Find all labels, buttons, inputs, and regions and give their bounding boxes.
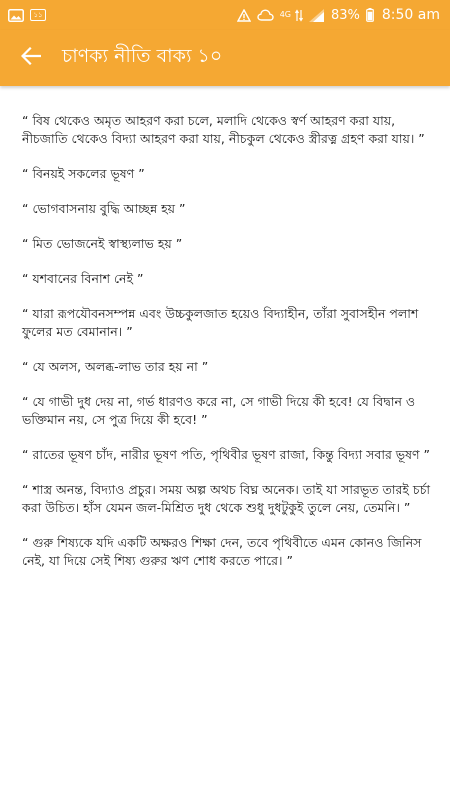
battery-icon bbox=[366, 8, 374, 22]
quote-list bbox=[22, 112, 432, 587]
storage-warning-icon bbox=[237, 9, 251, 22]
status-right bbox=[237, 7, 440, 23]
quote-item: “ ভোগবাসনায় বুদ্ধি আচ্ছন্ন হয় ” bbox=[22, 201, 186, 216]
status-left bbox=[8, 9, 46, 22]
app-bar bbox=[0, 30, 450, 86]
quote-item: “ বিষ থেকেও অমৃত আহরণ করা চলে, মলাদি থেকেও স্বর্ণ আহরণ করা যায়, নীচজাতি থেকেও বিদ্যা আহরণ করা যায়, নীচকুল থেকেও স্ত্রীরত্ন গ্রহণ করা যায়। ” bbox=[22, 113, 425, 146]
quote-item: “ শাস্ত্র অনন্ত, বিদ্যাও প্রচুর। সময় অল্প অথচ বিঘ্ন অনেক। তাই যা সারভূত তারই চর্চা করা উচিত। হাঁস যেমন জল-মিশ্রিত দুধ থেকে শুধু দুধটুকুই তুলে নেয়, তেমনি। ” bbox=[22, 482, 430, 515]
cloud-icon bbox=[257, 9, 274, 21]
network-type: 4G bbox=[279, 10, 291, 19]
signal-icon bbox=[309, 9, 325, 22]
image-icon bbox=[8, 9, 24, 22]
battery-percent: 83% bbox=[330, 7, 360, 23]
clock: 8:50 am bbox=[381, 7, 440, 23]
page-title: চাণক্য নীতি বাক্য ১০ bbox=[62, 45, 223, 67]
quote-item: “ যারা রূপযৌবনসম্পন্ন এবং উচ্চকুলজাত হয়েও বিদ্যাহীন, তাঁরা সুবাসহীন পলাশ ফুলের মত বেমানান। ” bbox=[22, 306, 419, 339]
sim-label: ১১ bbox=[33, 10, 43, 19]
quote-item: “ রাতের ভূষণ চাঁদ, নারীর ভূষণ পতি, পৃথিবীর ভূষণ রাজা, কিন্তু বিদ্যা সবার ভূষণ ” bbox=[22, 447, 431, 462]
data-arrows-icon bbox=[295, 9, 303, 22]
quote-item: “ যে অলস, অলব্ধ-লাভ তার হয় না ” bbox=[22, 359, 209, 374]
quote-item: “ যশবানের বিনাশ নেই ” bbox=[22, 271, 144, 286]
arrow-back-icon bbox=[21, 47, 41, 69]
back-button[interactable] bbox=[0, 30, 62, 86]
status-bar bbox=[0, 0, 450, 30]
quote-item: “ গুরু শিষ্যকে যদি একটি অক্ষরও শিক্ষা দেন, তবে পৃথিবীতে এমন কোনও জিনিস নেই, যা দিয়ে সেই শিষ্য গুরুর ঋণ শোধ করতে পারে। ” bbox=[22, 535, 422, 568]
sim-icon bbox=[30, 9, 46, 21]
quote-item: “ মিত ভোজনেই স্বাস্থ্যলাভ হয় ” bbox=[22, 236, 183, 251]
quote-item: “ বিনয়ই সকলের ভূষণ ” bbox=[22, 166, 145, 181]
quote-item: “ যে গাভী দুধ দেয় না, গর্ভ ধারণও করে না, সে গাভী দিয়ে কী হবে! যে বিদ্বান ও ভক্তিমান নয়, সে পুত্র দিয়ে কী হবে! ” bbox=[22, 394, 416, 427]
